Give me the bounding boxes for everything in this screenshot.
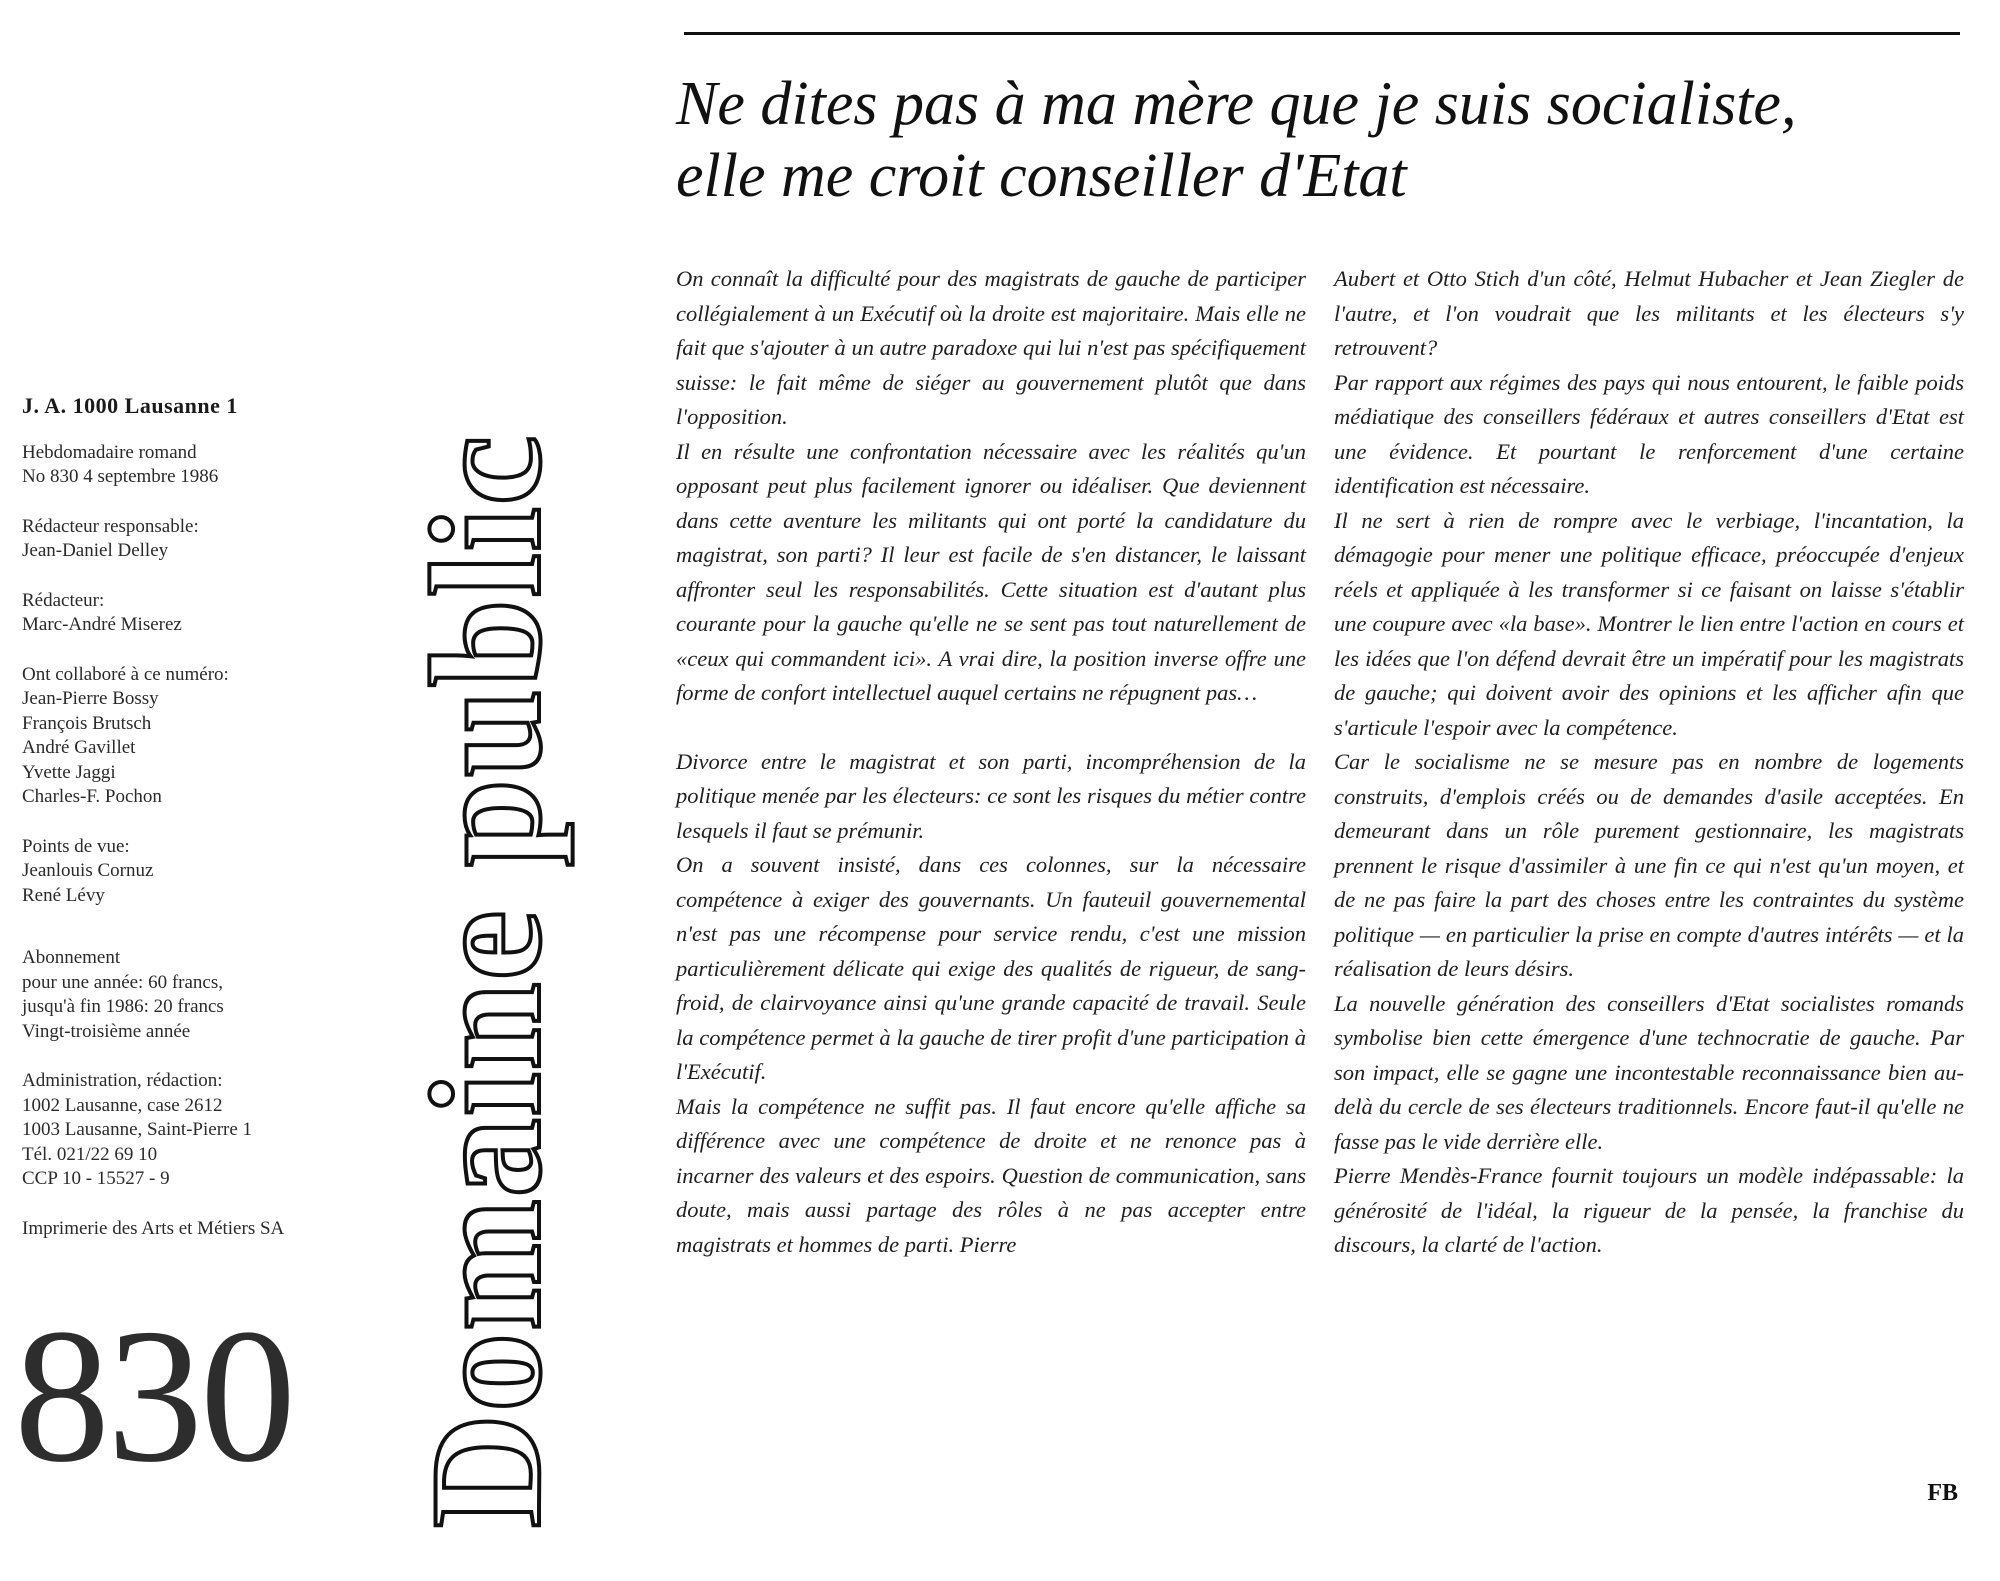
contributors (22, 663, 362, 810)
imprint-column (22, 394, 362, 1266)
administration (22, 1069, 362, 1192)
ccp-line: CCP 10 - 15527 - 9 (22, 1168, 170, 1189)
paragraph: La nouvelle génération des conseillers d'Etat socialistes romands symbolise bien cette émergence d'une technocratie de gauche. Par son impact, elle se gagne une incontestable reconnaissance bien au-delà du cercle de ses électeurs traditionnels. Encore faut-il qu'elle ne fasse pas le vide derrière elle. (1334, 990, 1964, 1154)
editor-in-chief-name: Jean-Daniel Delley (22, 540, 169, 561)
article-column-2 (1334, 262, 1964, 1263)
paragraph: Aubert et Otto Stich d'un côté, Helmut Hubacher et Jean Ziegler de l'autre, et l'on voudrait que les militants et les électeurs s'y retrouvent? (1334, 266, 1964, 360)
address-line: 1002 Lausanne, case 2612 (22, 1094, 223, 1116)
subscription-label: Abonnement (22, 947, 121, 968)
paragraph: Par rapport aux régimes des pays qui nous entourent, le faible poids médiatique des conseillers fédéraux et autres conseillers d'Etat est une évidence. Et pourtant le renforcement d'une certaine identification est nécessaire. (1334, 369, 1964, 498)
publication-frequency: Hebdomadaire romand (22, 441, 197, 463)
issue-number: 830 (14, 1289, 293, 1502)
viewpoints (22, 835, 362, 909)
paragraph: Mais la compétence ne suffit pas. Il faut encore qu'elle affiche sa différence avec une compétence de droite et ne renonce pas à incarner des valeurs et des espoirs. Question de communication, sans doute, mais aussi partage des rôles à ne pas accepter entre magistrats et hommes de parti. Pierre (676, 1093, 1306, 1257)
paragraph: Divorce entre le magistrat et son parti, incompréhension de la politique menée par les électeurs: ce sont les risques du métier contre lesquels il faut se prémunir. (676, 748, 1306, 843)
editor-name: Marc-André Miserez (22, 614, 182, 635)
article-column-1 (676, 262, 1306, 1262)
contributor-name: Yvette Jaggi (22, 761, 116, 783)
administration-label: Administration, rédaction: (22, 1070, 223, 1091)
contributor-name: André Gavillet (22, 737, 136, 758)
phone-line: Tél. 021/22 69 10 (22, 1143, 158, 1165)
contributor-name: Jean-Pierre Bossy (22, 688, 159, 709)
postal-code-line: J. A. 1000 Lausanne 1 (22, 393, 238, 418)
paragraph: Pierre Mendès-France fournit toujours un modèle indépassable: la générosité de l'idéal, la rigueur de la pensée, la franchise du discours, la clarté de l'action. (1334, 1163, 1964, 1257)
subscription (22, 946, 362, 1044)
viewpoints-label: Points de vue: (22, 835, 130, 857)
printer-name: Imprimerie des Arts et Métiers SA (22, 1217, 285, 1239)
editor-label: Rédacteur: (22, 589, 105, 611)
headline-line-1: Ne dites pas à ma mère que je suis socialiste, (676, 70, 1797, 138)
address-line: 1003 Lausanne, Saint-Pierre 1 (22, 1119, 253, 1140)
editor (22, 589, 362, 638)
subscription-partial: jusqu'à fin 1986: 20 francs (22, 996, 224, 1017)
masthead-title: Domaine public (399, 433, 574, 1528)
publication-year: Vingt-troisième année (22, 1020, 191, 1042)
paragraph: On a souvent insisté, dans ces colonnes, sur la nécessaire compétence à exiger des gouvernants. Un fauteuil gouvernemental n'est pas une récompense pour service rendu, c'est une mission particulièrement délicate qui exige des qualités de rigueur, de sang-froid, de clairvoyance ainsi qu'une grande capacité de travail. Seule la compétence permet à la gauche de tirer profit d'une participation à l'Exécutif. (676, 852, 1306, 1084)
contributor-name: François Brutsch (22, 712, 152, 734)
viewpoint-author: Jeanlouis Cornuz (22, 860, 154, 881)
headline (676, 68, 1976, 212)
paragraph: Car le socialisme ne se mesure pas en nombre de logements construits, d'emplois créés ou de demandes d'asile acceptées. En demeurant dans un rôle purement gestionnaire, les magistrats prennent le risque d'assimiler à une fin ce qui n'est qu'un moyen, et de ne pas faire la part des choses entre les contraintes du système politique — en particulier la prise en compte d'autres intérêts — et la réalisation de leurs désirs. (1334, 749, 1964, 981)
viewpoint-author: René Lévy (22, 884, 105, 906)
paragraph: Il en résulte une confrontation nécessaire avec les réalités qu'un opposant peut plus facilement ignorer ou idéaliser. Que deviennent dans cette aventure les militants qui ont porté la candidature du magistrat, son parti? Il leur est facile de s'en distancer, le laissant affronter seul les responsabilités. Cette situation est d'autant plus courante pour la gauche qu'elle ne se sent pas tout naturellement de «ceux qui commandent ici». A vrai dire, la position inverse offre une forme de confort intellectuel auquel certains ne répugnent pas… (676, 438, 1306, 705)
issue-date: No 830 4 septembre 1986 (22, 466, 219, 487)
headline-line-2: elle me croit conseiller d'Etat (676, 142, 1407, 210)
publication-info (22, 441, 362, 490)
editor-in-chief (22, 515, 362, 564)
author-signature: FB (1927, 1480, 1958, 1506)
paragraph: Il ne sert à rien de rompre avec le verbiage, l'incantation, la démagogie pour mener une politique efficace, préoccupée d'enjeux réels et appliquée à les transformer si ce faisant on laisse s'établir une coupure avec «la base». Montrer le lien entre l'action en cours et les idées que l'on défend devrait être un impératif pour les magistrats de gauche; qui doivent avoir des opinions et les afficher afin que s'articule l'espoir avec la compétence. (1334, 507, 1964, 740)
contributors-label: Ont collaboré à ce numéro: (22, 663, 229, 685)
contributor-name: Charles-F. Pochon (22, 786, 162, 807)
paragraph: On connaît la difficulté pour des magistrats de gauche de participer collégialement à un Exécutif où la droite est majoritaire. Mais elle ne fait que s'ajouter à un autre paradoxe qui lui n'est pas spécifiquement suisse: le fait même de siéger au gouvernement plutôt que dans l'opposition. (676, 266, 1306, 429)
subscription-yearly: pour une année: 60 francs, (22, 971, 224, 993)
editor-in-chief-label: Rédacteur responsable: (22, 515, 199, 537)
printer (22, 1217, 362, 1242)
headline-rule (684, 32, 1960, 35)
